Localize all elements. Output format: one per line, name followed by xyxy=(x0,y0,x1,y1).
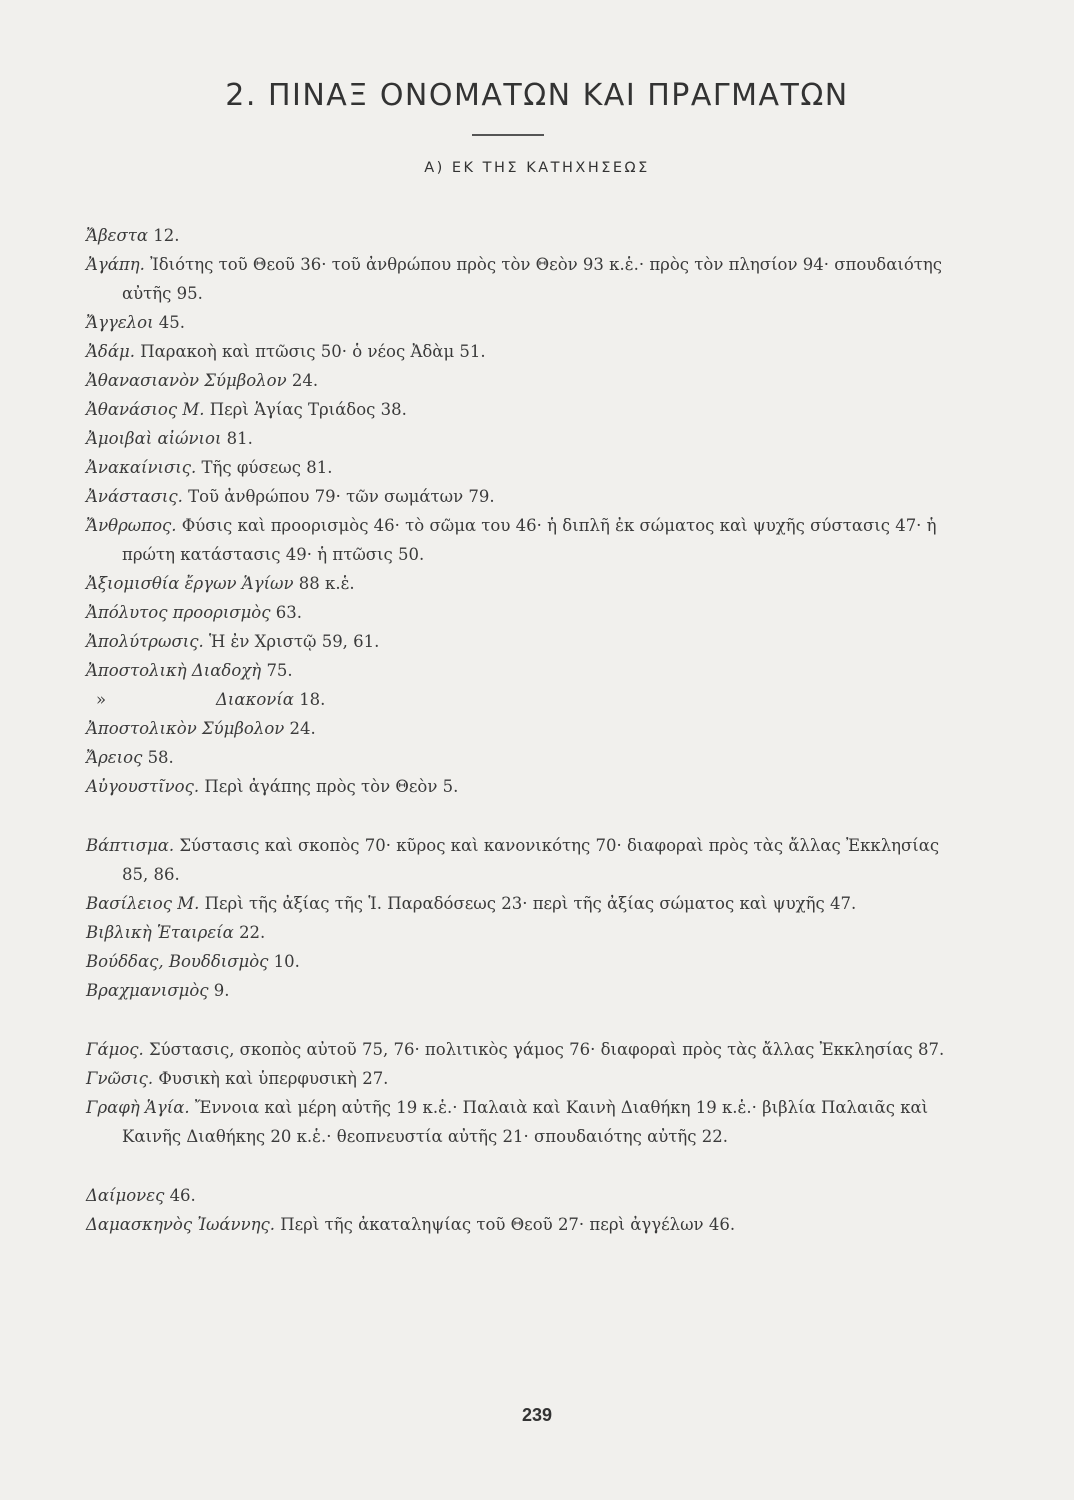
entry-term: Βιβλικὴ Ἑταιρεία xyxy=(86,923,234,942)
entry-term: Ἀποστολικὸν Σύμβολον xyxy=(86,719,285,738)
entry-text: 22. xyxy=(239,923,266,942)
page-number: 239 xyxy=(521,1405,553,1425)
entry-term: Βασίλειος Μ. xyxy=(86,894,200,913)
index-entry xyxy=(86,627,966,656)
entry-term: Γραφὴ Ἁγία. xyxy=(86,1098,190,1117)
index-entry xyxy=(86,453,966,482)
entry-term: Ἀπολύτρωσις. xyxy=(86,632,204,651)
group-gap xyxy=(86,1151,966,1181)
entry-text: 18. xyxy=(299,690,326,709)
index-entry xyxy=(86,918,966,947)
entry-term: Ἄνθρωπος. xyxy=(86,516,177,535)
entry-term: Δαμασκηνὸς Ἰωάννης. xyxy=(86,1215,275,1234)
entry-text: Περὶ τῆς ἀξίας τῆς Ἱ. Παραδόσεως 23· περὶ τῆς ἀξίας σώματος καὶ ψυχῆς 47. xyxy=(204,894,857,913)
entry-text: 12. xyxy=(153,226,180,245)
title-divider xyxy=(472,134,544,136)
entry-text: Περὶ τῆς ἀκαταληψίας τοῦ Θεοῦ 27· περὶ ἀγγέλων 46. xyxy=(280,1215,736,1234)
entry-term: Δαίμονες xyxy=(86,1186,165,1205)
entry-term: Ἄγγελοι xyxy=(86,313,154,332)
entry-term: Ἄρειος xyxy=(86,748,143,767)
index-entry xyxy=(86,743,966,772)
entry-text: Τῆς φύσεως 81. xyxy=(201,458,333,477)
entry-text: 24. xyxy=(289,719,316,738)
group-gap xyxy=(86,801,966,831)
index-list xyxy=(86,221,966,1239)
entry-text: 63. xyxy=(275,603,302,622)
index-entry xyxy=(86,221,966,250)
entry-text: 81. xyxy=(226,429,253,448)
entry-term: Διακονία xyxy=(216,690,294,709)
index-entry xyxy=(86,831,966,889)
index-entry xyxy=(86,1064,966,1093)
index-entry xyxy=(86,482,966,511)
entry-text: Περὶ ἀγάπης πρὸς τὸν Θεὸν 5. xyxy=(204,777,459,796)
entry-text: 75. xyxy=(266,661,293,680)
entry-term: Ἀξιομισθία ἔργων Ἁγίων xyxy=(86,574,294,593)
entry-term: Γάμος. xyxy=(86,1040,144,1059)
index-entry xyxy=(86,366,966,395)
entry-text: Σύστασις καὶ σκοπὸς 70· κῦρος καὶ κανονικότης 70· διαφοραὶ πρὸς τὰς ἄλλας Ἐκκλησίας 85, 86. xyxy=(122,836,940,884)
group-gap xyxy=(86,1005,966,1035)
index-entry xyxy=(86,1210,966,1239)
entry-text: Φύσις καὶ προορισμὸς 46· τὸ σῶμα του 46· ἡ διπλῆ ἐκ σώματος καὶ ψυχῆς σύστασις 47· ἡ πρώτη κατάστασις 49· ἡ πτῶσις 50. xyxy=(122,516,937,564)
entry-term: Ἀπόλυτος προορισμὸς xyxy=(86,603,271,622)
index-entry xyxy=(86,1181,966,1210)
index-entry xyxy=(86,424,966,453)
entry-term: Αὐγουστῖνος. xyxy=(86,777,200,796)
index-entry xyxy=(86,598,966,627)
entry-text: 24. xyxy=(291,371,319,390)
entry-term: Ἀθανάσιος Μ. xyxy=(86,400,205,419)
entry-text: Ἰδιότης τοῦ Θεοῦ 36· τοῦ ἀνθρώπου πρὸς τὸν Θεὸν 93 κ.ἑ.· πρὸς τὸν πλησίον 94· σπουδαιότης αὐτῆς 95. xyxy=(122,255,943,303)
entry-term: Γνῶσις. xyxy=(86,1069,154,1088)
index-entry xyxy=(86,395,966,424)
entry-text: 58. xyxy=(147,748,174,767)
index-entry xyxy=(86,976,966,1005)
page-title: 2. ΠΙΝΑΞ ΟΝΟΜΑΤΩΝ ΚΑΙ ΠΡΑΓΜΑΤΩΝ xyxy=(225,78,849,113)
entry-term: Ἀγάπη. xyxy=(86,255,145,274)
index-entry xyxy=(86,685,966,714)
entry-term: Βούδδας, Βουδδισμὸς xyxy=(86,952,269,971)
entry-text: 45. xyxy=(158,313,186,332)
index-entry xyxy=(86,947,966,976)
entry-term: Ἀνακαίνισις. xyxy=(86,458,197,477)
entry-term: Ἀθανασιανὸν Σύμβολον xyxy=(86,371,287,390)
index-entry xyxy=(86,1093,966,1151)
entry-text: 88 κ.ἑ. xyxy=(298,574,355,593)
section-title: Α) ΕΚ ΤΗΣ ΚΑΤΗΧΗΣΕΩΣ xyxy=(424,160,650,176)
entry-text: Ἔννοια καὶ μέρη αὐτῆς 19 κ.ἑ.· Παλαιὰ καὶ Καινὴ Διαθήκη 19 κ.ἑ.· βιβλία Παλαιᾶς καὶ Καινῆς Διαθήκης 20 κ.ἑ.· θεοπνευστία αὐτῆς 21· σπουδαιότης αὐτῆς 22. xyxy=(122,1098,929,1146)
index-entry xyxy=(86,772,966,801)
index-entry xyxy=(86,569,966,598)
index-entry xyxy=(86,511,966,569)
entry-text: 46. xyxy=(169,1186,196,1205)
entry-text: Παρακοὴ καὶ πτῶσις 50· ὁ νέος Ἀδὰμ 51. xyxy=(140,342,486,361)
entry-text: 9. xyxy=(213,981,230,1000)
entry-text: Περὶ Ἁγίας Τριάδος 38. xyxy=(209,400,407,419)
entry-term: Ἀδάμ. xyxy=(86,342,135,361)
index-entry xyxy=(86,714,966,743)
entry-text: 10. xyxy=(273,952,300,971)
entry-text: Τοῦ ἀνθρώπου 79· τῶν σωμάτων 79. xyxy=(188,487,495,506)
entry-text: Ἡ ἐν Χριστῷ 59, 61. xyxy=(208,632,380,651)
entry-term: Ἄβεστα xyxy=(86,226,149,245)
ditto-mark: » xyxy=(96,690,107,709)
index-entry xyxy=(86,1035,966,1064)
index-entry xyxy=(86,337,966,366)
entry-term: Ἀνάστασις. xyxy=(86,487,183,506)
entry-term: Βάπτισμα. xyxy=(86,836,175,855)
entry-term: Ἀποστολικὴ Διαδοχὴ xyxy=(86,661,262,680)
index-entry xyxy=(86,250,966,308)
entry-term: Ἀμοιβαὶ αἰώνιοι xyxy=(86,429,222,448)
entry-text: Σύστασις, σκοπὸς αὐτοῦ 75, 76· πολιτικὸς γάμος 76· διαφοραὶ πρὸς τὰς ἄλλας Ἐκκλησίας 87. xyxy=(148,1040,945,1059)
index-entry xyxy=(86,889,966,918)
index-entry xyxy=(86,308,966,337)
entry-text: Φυσικὴ καὶ ὑπερφυσικὴ 27. xyxy=(158,1069,389,1088)
entry-term: Βραχμανισμὸς xyxy=(86,981,209,1000)
index-entry xyxy=(86,656,966,685)
